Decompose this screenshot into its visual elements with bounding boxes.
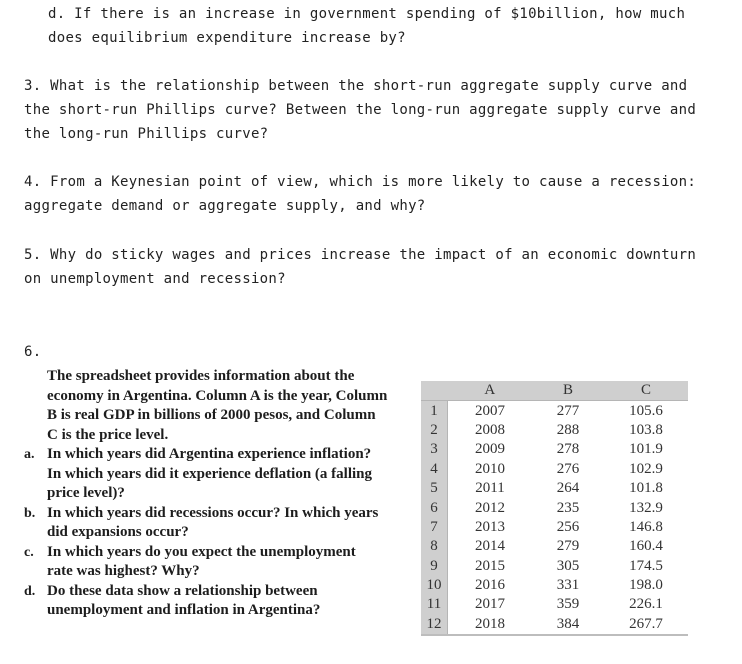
row-number-cell: 4 xyxy=(421,460,448,479)
table-row xyxy=(421,615,688,635)
table-row xyxy=(421,498,688,517)
column-header-b: B xyxy=(532,381,604,401)
year-cell: 2009 xyxy=(475,441,505,458)
real-gdp-cell: 331 xyxy=(556,577,580,594)
price-level-cell: 101.8 xyxy=(629,480,663,497)
question-6-problem xyxy=(24,367,419,621)
question-6-item-d xyxy=(24,582,419,621)
question-5 xyxy=(24,243,724,291)
question-d-line: d. If there is an increase in government spending of $10billion, how much xyxy=(48,6,686,22)
item-line: In which years did it experience deflation (a falling xyxy=(47,465,372,482)
intro-line: economy in Argentina. Column A is the year, Column xyxy=(47,387,388,404)
row-number-cell: 9 xyxy=(421,557,448,576)
question-6-item-a xyxy=(24,445,419,504)
real-gdp-cell: 279 xyxy=(556,538,580,555)
table-row xyxy=(421,460,688,479)
question-5-line: 5. Why do sticky wages and prices increase the impact of an economic downturn xyxy=(24,247,697,263)
item-line: In which years did Argentina experience inflation? xyxy=(47,446,372,462)
price-level-cell: 174.5 xyxy=(629,557,663,574)
item-letter: a. xyxy=(24,447,35,462)
year-cell: 2014 xyxy=(475,538,505,555)
real-gdp-cell: 277 xyxy=(556,402,580,419)
row-number-cell: 6 xyxy=(421,498,448,517)
price-level-cell: 160.4 xyxy=(629,538,663,555)
row-number-cell: 12 xyxy=(421,615,448,635)
row-number-cell: 2 xyxy=(421,421,448,440)
real-gdp-cell: 384 xyxy=(532,615,604,635)
item-line: did expansions occur? xyxy=(47,524,189,540)
argentina-spreadsheet xyxy=(421,381,688,636)
year-cell: 2012 xyxy=(475,499,505,516)
real-gdp-cell: 276 xyxy=(556,460,580,477)
question-d-line: does equilibrium expenditure increase by? xyxy=(48,30,406,46)
real-gdp-cell: 278 xyxy=(556,441,580,458)
question-6-number: 6. xyxy=(24,344,42,360)
year-cell: 2007 xyxy=(475,402,505,419)
item-letter: d. xyxy=(24,583,36,599)
year-cell: 2011 xyxy=(475,480,505,497)
year-cell: 2017 xyxy=(475,596,505,613)
table-row xyxy=(421,440,688,459)
price-level-cell: 103.8 xyxy=(629,421,663,438)
question-6-item-b xyxy=(24,504,419,543)
question-4 xyxy=(24,170,724,218)
row-number-cell: 11 xyxy=(421,595,448,614)
price-level-cell: 102.9 xyxy=(629,460,663,477)
item-line: price level)? xyxy=(47,485,125,501)
price-level-cell: 146.8 xyxy=(629,518,663,535)
item-line: unemployment and inflation in Argentina? xyxy=(47,602,321,618)
row-number-cell: 8 xyxy=(421,537,448,556)
year-cell: 2010 xyxy=(475,460,505,477)
question-4-line: 4. From a Keynesian point of view, which is more likely to cause a recession: xyxy=(24,174,697,190)
year-cell: 2008 xyxy=(475,421,505,438)
question-5-line: on unemployment and recession? xyxy=(24,271,286,287)
question-3-line: 3. What is the relationship between the short-run aggregate supply curve and xyxy=(24,78,688,94)
row-number-cell: 7 xyxy=(421,518,448,537)
price-level-cell: 226.1 xyxy=(629,596,663,613)
real-gdp-cell: 288 xyxy=(556,421,580,438)
question-3-line: the short-run Phillips curve? Between the long-run aggregate supply curve and xyxy=(24,102,697,118)
year-cell: 2015 xyxy=(475,557,505,574)
spreadsheet-header-row xyxy=(421,381,688,401)
row-number-cell: 10 xyxy=(421,576,448,595)
price-level-cell: 267.7 xyxy=(604,615,688,635)
real-gdp-cell: 359 xyxy=(556,596,580,613)
column-header-c: C xyxy=(604,381,688,401)
row-number-cell: 5 xyxy=(421,479,448,498)
real-gdp-cell: 256 xyxy=(556,518,580,535)
table-row xyxy=(421,421,688,440)
question-6-item-c xyxy=(24,543,419,582)
table-row xyxy=(421,518,688,537)
table-row xyxy=(421,557,688,576)
question-4-line: aggregate demand or aggregate supply, and why? xyxy=(24,198,426,214)
table-row xyxy=(421,576,688,595)
question-6-intro xyxy=(24,367,419,445)
item-line: rate was highest? Why? xyxy=(47,563,200,579)
year-cell: 2016 xyxy=(475,577,505,594)
price-level-cell: 132.9 xyxy=(629,499,663,516)
question-3 xyxy=(24,74,724,146)
intro-line: B is real GDP in billions of 2000 pesos, and Column xyxy=(47,407,376,423)
table-row xyxy=(421,595,688,614)
row-number-cell: 3 xyxy=(421,440,448,459)
table-row xyxy=(421,401,688,421)
real-gdp-cell: 264 xyxy=(556,480,580,497)
real-gdp-cell: 305 xyxy=(556,557,580,574)
spreadsheet-corner-cell xyxy=(421,381,448,401)
table-row xyxy=(421,479,688,498)
table-row xyxy=(421,537,688,556)
column-header-a: A xyxy=(448,381,533,401)
question-d xyxy=(48,2,728,50)
row-number-cell: 1 xyxy=(421,401,448,421)
price-level-cell: 105.6 xyxy=(629,402,663,419)
intro-line: C is the price level. xyxy=(47,426,169,443)
year-cell: 2013 xyxy=(475,518,505,535)
real-gdp-cell: 235 xyxy=(556,499,580,516)
item-letter: c. xyxy=(24,544,34,560)
price-level-cell: 101.9 xyxy=(629,441,663,458)
question-3-line: the long-run Phillips curve? xyxy=(24,126,269,142)
intro-line: The spreadsheet provides information about the xyxy=(47,368,355,384)
item-letter: b. xyxy=(24,505,36,521)
item-line: In which years did recessions occur? In which years xyxy=(47,504,379,521)
item-line: Do these data show a relationship between xyxy=(47,582,318,599)
item-line: In which years do you expect the unemployment xyxy=(47,543,356,560)
price-level-cell: 198.0 xyxy=(629,577,663,594)
year-cell: 2018 xyxy=(448,615,533,635)
